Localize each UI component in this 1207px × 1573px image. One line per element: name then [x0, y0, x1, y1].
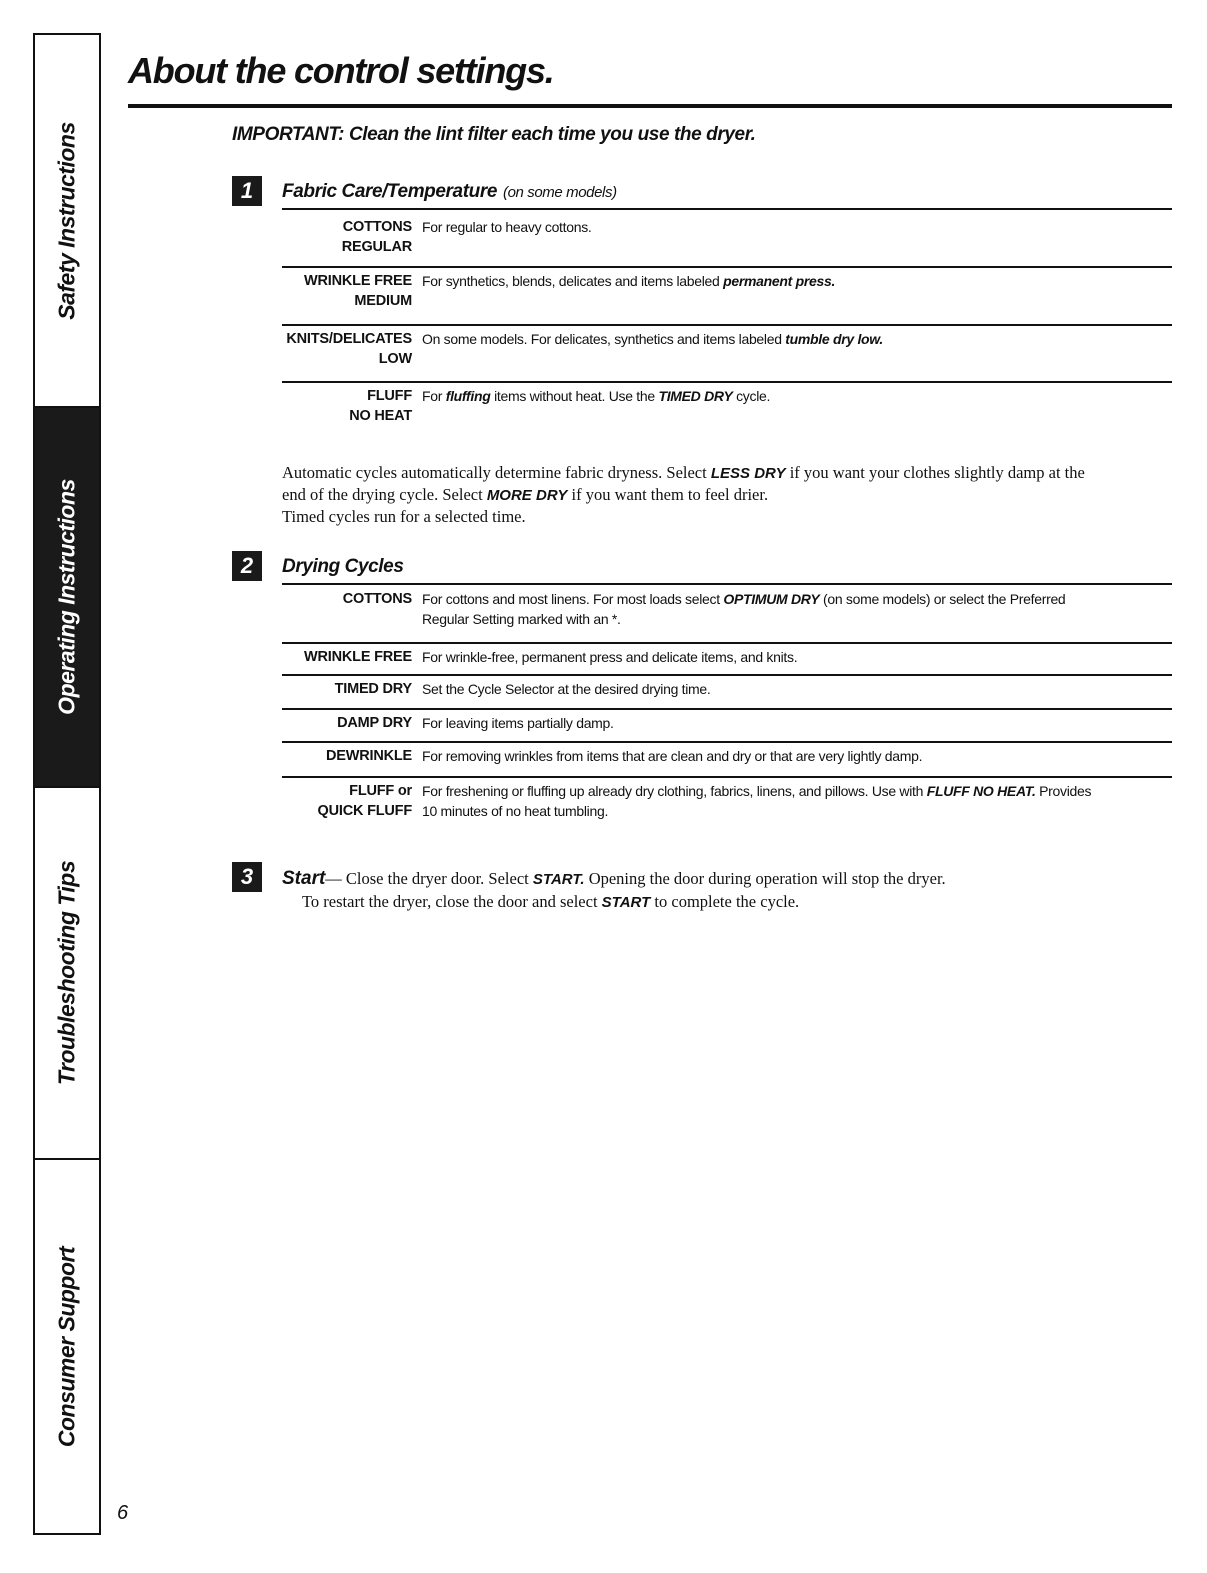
- desc-text: For: [422, 388, 446, 404]
- cycle-description: [422, 743, 1172, 776]
- cycle-description: [422, 676, 1172, 708]
- cycle-term: [282, 586, 422, 642]
- setting-description: [422, 383, 1172, 439]
- desc-text: For wrinkle-free, permanent press and delicate items, and knits.: [422, 649, 798, 665]
- table-row: [282, 676, 1172, 710]
- cycle-term: [282, 710, 422, 741]
- tab-label: Troubleshooting Tips: [53, 860, 80, 1086]
- para-text: —: [325, 869, 346, 888]
- setting-term: [282, 383, 422, 439]
- para-text: if you want them to feel drier.: [567, 485, 769, 504]
- section-note: (on some models): [503, 184, 617, 201]
- term-line: KNITS/DELICATES: [286, 331, 412, 347]
- desc-emphasis: FLUFF NO HEAT.: [926, 783, 1036, 799]
- title-rule: [128, 104, 1172, 108]
- desc-text: For synthetics, blends, delicates and items labeled: [422, 273, 724, 289]
- drying-cycles-header: [232, 551, 1172, 585]
- cycle-term: [282, 644, 422, 674]
- start-second-line: [282, 891, 1122, 914]
- table-row: [282, 778, 1172, 834]
- table-row: [282, 383, 1172, 439]
- desc-emphasis: tumble dry low.: [785, 331, 883, 347]
- para-emphasis: LESS DRY: [710, 465, 786, 482]
- desc-text: For removing wrinkles from items that are clean and dry or that are very lightly damp.: [422, 748, 923, 764]
- tab-safety-instructions[interactable]: [35, 35, 99, 408]
- cycle-term: [282, 676, 422, 708]
- desc-text: items without heat. Use the: [490, 388, 659, 404]
- table-row: [282, 268, 1172, 326]
- page-title: About the control settings.: [128, 50, 554, 91]
- term-line: COTTONS: [342, 591, 412, 607]
- para-emphasis: START.: [532, 871, 585, 888]
- section-title-text: Drying Cycles: [282, 556, 404, 577]
- tab-label: Safety Instructions: [53, 121, 80, 320]
- table-row: [282, 214, 1172, 268]
- fabric-care-header: [232, 176, 1172, 210]
- setting-term: [282, 214, 422, 266]
- cycle-description: [422, 778, 1172, 834]
- tab-operating-instructions[interactable]: [35, 408, 99, 788]
- para-text: To restart the dryer, close the door and select: [302, 892, 602, 911]
- page-number: 6: [117, 1502, 129, 1524]
- drying-cycles-table: [282, 586, 1172, 834]
- term-line: WRINKLE FREE: [304, 649, 412, 665]
- tab-consumer-support[interactable]: [35, 1160, 99, 1533]
- table-row: [282, 326, 1172, 383]
- desc-text: For cottons and most linens. For most loads select: [422, 591, 724, 607]
- section-rule: [282, 208, 1172, 210]
- start-paragraph: [282, 868, 1122, 914]
- desc-text: cycle.: [732, 388, 771, 404]
- table-row: [282, 710, 1172, 743]
- tab-label: Operating Instructions: [53, 479, 80, 715]
- section-title: [282, 181, 617, 203]
- desc-text: For freshening or fluffing up already dry clothing, fabrics, linens, and pillows. Use with: [422, 783, 927, 799]
- term-line: REGULAR: [341, 239, 412, 255]
- table-row: [282, 586, 1172, 644]
- desc-text: For regular to heavy cottons.: [422, 219, 592, 235]
- term-line: NO HEAT: [349, 408, 412, 424]
- desc-emphasis: OPTIMUM DRY: [723, 591, 820, 607]
- para-text: to complete the cycle.: [650, 892, 800, 911]
- tab-label: Consumer Support: [53, 1246, 80, 1447]
- term-line: DEWRINKLE: [325, 748, 412, 764]
- cycle-description: [422, 710, 1172, 741]
- term-line: MEDIUM: [354, 293, 412, 309]
- important-note: IMPORTANT: Clean the lint filter each time you use the dryer.: [232, 124, 756, 145]
- cycle-description: [422, 586, 1172, 642]
- fabric-care-table: [282, 214, 1172, 439]
- setting-term: [282, 268, 422, 324]
- para-text: Timed cycles run for a selected time.: [282, 507, 526, 526]
- term-line: FLUFF: [367, 388, 412, 404]
- cycle-term: [282, 743, 422, 776]
- section-rule: [282, 583, 1172, 585]
- para-text: Automatic cycles automatically determine fabric dryness. Select: [282, 463, 711, 482]
- term-line: DAMP DRY: [337, 715, 412, 731]
- section-title: [282, 556, 404, 578]
- cycle-description: [422, 644, 1172, 674]
- setting-description: [422, 268, 1172, 324]
- setting-description: [422, 214, 1172, 266]
- setting-term: [282, 326, 422, 381]
- term-line: LOW: [378, 351, 412, 367]
- para-emphasis: MORE DRY: [486, 487, 568, 504]
- desc-emphasis: fluffing: [445, 388, 491, 404]
- desc-text: Provides 10 minutes of no heat tumbling.: [422, 783, 1092, 819]
- section-title-text: Fabric Care/Temperature: [282, 181, 498, 202]
- section-number-3: 3: [232, 862, 262, 892]
- term-line: FLUFF or: [349, 783, 412, 799]
- term-line: WRINKLE FREE: [304, 273, 412, 289]
- setting-description: [422, 326, 1172, 381]
- term-line: COTTONS: [342, 219, 412, 235]
- para-emphasis: START: [601, 894, 651, 911]
- table-row: [282, 644, 1172, 676]
- para-text: if you want your clothes slightly damp at the end of the drying cycle. Select: [282, 463, 1085, 504]
- term-line: QUICK FLUFF: [317, 803, 412, 819]
- term-line: TIMED DRY: [334, 681, 412, 697]
- para-text: Opening the door during operation will stop the dryer.: [584, 869, 946, 888]
- desc-text: For leaving items partially damp.: [422, 715, 614, 731]
- desc-text: Set the Cycle Selector at the desired drying time.: [422, 681, 711, 697]
- automatic-cycles-paragraph: [282, 462, 1112, 527]
- cycle-term: [282, 778, 422, 834]
- section-number-2: 2: [232, 551, 262, 581]
- desc-emphasis: permanent press.: [723, 273, 836, 289]
- desc-text: (on some models) or select the Preferred Regular Setting marked with an *.: [422, 591, 1066, 627]
- start-title: Start: [282, 868, 326, 889]
- desc-emphasis: TIMED DRY: [658, 388, 733, 404]
- section-tabs: [33, 33, 101, 1535]
- section-number-1: 1: [232, 176, 262, 206]
- tab-troubleshooting-tips[interactable]: [35, 788, 99, 1160]
- para-text: Close the dryer door. Select: [345, 869, 533, 888]
- table-row: [282, 743, 1172, 778]
- desc-text: On some models. For delicates, synthetics and items labeled: [422, 331, 786, 347]
